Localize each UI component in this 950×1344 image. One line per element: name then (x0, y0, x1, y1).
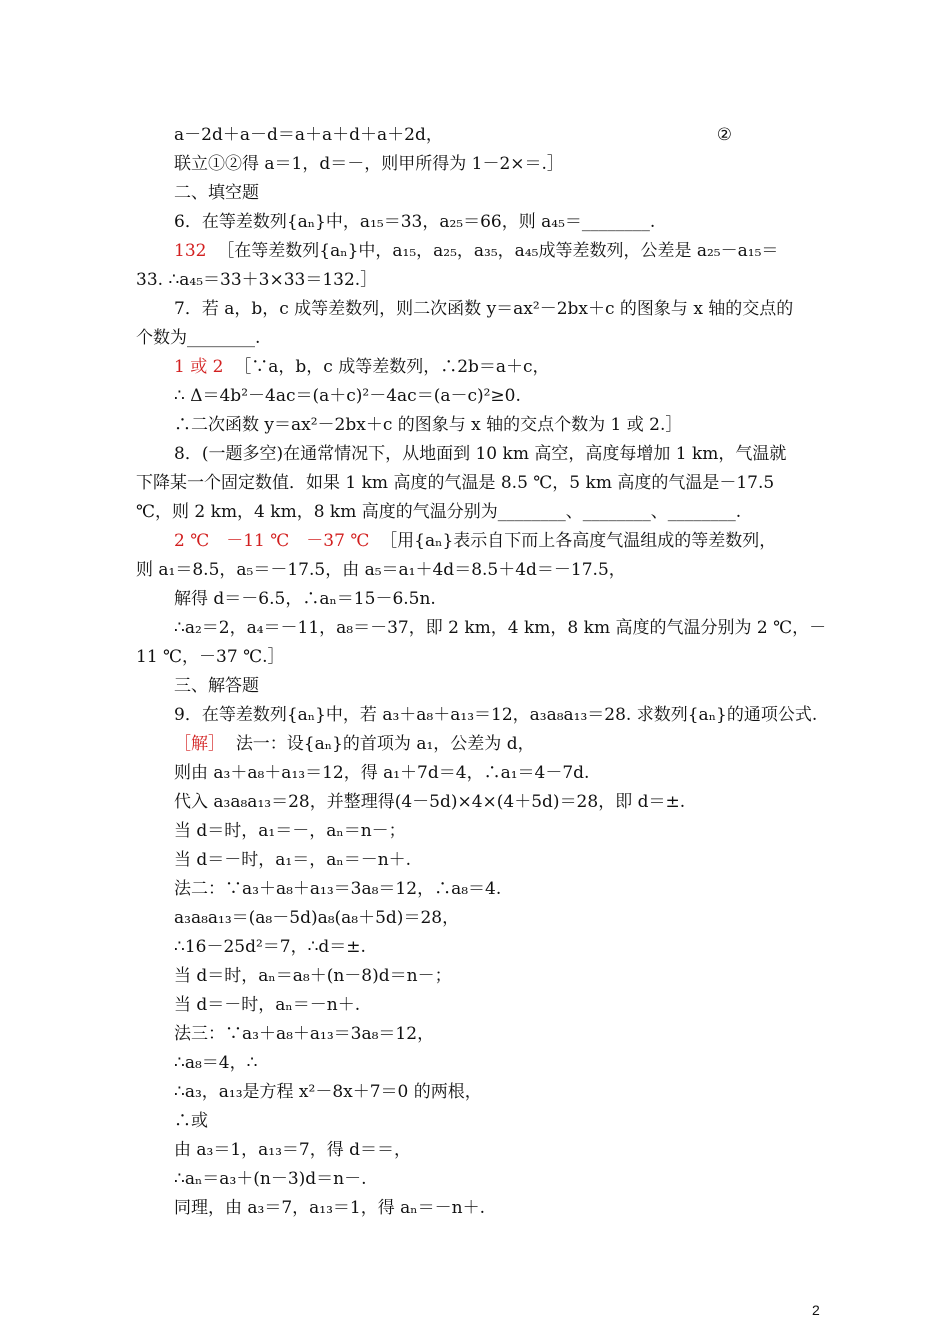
text-line: 个数为________. (136, 328, 261, 348)
text-line: ∴16－25d²＝7，∴d＝±. (174, 937, 366, 957)
text-line: 代入 a₃a₈a₁₃＝28，并整理得(4－5d)×4×(4＋5d)＝28，即 d＝±. (174, 792, 686, 812)
text-line: a₃a₈a₁₃＝(a₈－5d)a₈(a₈＋5d)＝28， (174, 908, 460, 928)
question-8: 8．(一题多空)在通常情况下，从地面到 10 km 高空，高度每增加 1 km，气温就 (174, 444, 787, 464)
text-line: 法二：∵a₃＋a₈＋a₁₃＝3a₈＝12，∴a₈＝4. (174, 879, 502, 899)
page-number: 2 (812, 1302, 820, 1318)
text-line: ∴a₈＝4，∴ (174, 1053, 258, 1073)
text-line: ∴a₂＝2，a₄＝－11，a₈＝－37，即 2 km，4 km，8 km 高度的气温分别为 2 ℃，－ (174, 618, 827, 638)
text-line: 则由 a₃＋a₈＋a₁₃＝12，得 a₁＋7d＝4，∴a₁＝4－7d. (174, 763, 590, 783)
text-line: 同理，由 a₃＝7，a₁₃＝1，得 aₙ＝－n＋. (174, 1198, 485, 1218)
text-line: 11 ℃，－37 ℃.］ (136, 647, 285, 667)
answer-value: 132 (174, 241, 207, 261)
text-line: 法三：∵a₃＋a₈＋a₁₃＝3a₈＝12， (174, 1024, 435, 1044)
text-line: 下降某一个固定数值．如果 1 km 高度的气温是 8.5 ℃，5 km 高度的气温是－17.5 (136, 473, 775, 493)
text-line: 当 d＝时，a₁＝－，aₙ＝n－； (174, 821, 406, 841)
section-heading: 二、填空题 (174, 183, 259, 203)
answer-line: 1 或 2 ［∵a，b，c 成等差数列，∴2b＝a＋c， (174, 357, 550, 377)
solution-line: ［解］ 法一：设{aₙ}的首项为 a₁，公差为 d， (174, 734, 535, 754)
text-line: 联立①②得 a＝1，d＝－，则甲所得为 1－2×＝.］ (174, 154, 564, 174)
text-line: ∴ Δ＝4b²－4ac＝(a＋c)²－4ac＝(a－c)²≥0. (174, 386, 521, 406)
answer-value: 2 ℃ －11 ℃ －37 ℃ (174, 531, 370, 551)
text-line: ∴或 (174, 1111, 208, 1131)
answer-value: 1 或 2 (174, 357, 224, 377)
answer-line: 132 ［在等差数列{aₙ}中，a₁₅，a₂₅，a₃₅，a₄₅成等差数列，公差是 a₂₅－a₁₅＝ (174, 241, 779, 261)
equation-number: ② (716, 125, 732, 145)
text-line: 当 d＝－时，a₁＝，aₙ＝－n＋. (174, 850, 412, 870)
text-line: ℃，则 2 km，4 km，8 km 高度的气温分别为________、________、________. (136, 502, 742, 522)
text-line: ∴a₃，a₁₃是方程 x²－8x＋7＝0 的两根， (174, 1082, 482, 1102)
text-line: 33. ∴a₄₅＝33＋3×33＝132.］ (136, 270, 378, 290)
text-line: a－2d＋a－d＝a＋a＋d＋a＋2d， ② (174, 125, 732, 145)
question-9: 9．在等差数列{aₙ}中，若 a₃＋a₈＋a₁₃＝12，a₃a₈a₁₃＝28. 求数列{aₙ}的通项公式. (174, 705, 818, 725)
text-line: 当 d＝－时，aₙ＝－n＋. (174, 995, 361, 1015)
section-heading: 三、解答题 (174, 676, 259, 696)
question-7: 7．若 a，b，c 成等差数列，则二次函数 y＝ax²－2bx＋c 的图象与 x 轴的交点的 (174, 299, 794, 319)
question-6: 6．在等差数列{aₙ}中，a₁₅＝33，a₂₅＝66，则 a₄₅＝________. (174, 212, 656, 232)
text-line: 当 d＝时，aₙ＝a₈＋(n－8)d＝n－； (174, 966, 452, 986)
answer-line: 2 ℃ －11 ℃ －37 ℃ ［用{aₙ}表示自下而上各高度气温组成的等差数列， (174, 531, 777, 551)
text-line: 由 a₃＝1，a₁₃＝7，得 d＝＝， (174, 1140, 412, 1160)
solution-label: ［解］ (174, 734, 225, 754)
text-line: ∴二次函数 y＝ax²－2bx＋c 的图象与 x 轴的交点个数为 1 或 2.］ (174, 415, 683, 435)
text-line: 解得 d＝－6.5，∴aₙ＝15－6.5n. (174, 589, 436, 609)
text-line: 则 a₁＝8.5，a₅＝－17.5，由 a₅＝a₁＋4d＝8.5＋4d＝－17.5， (136, 560, 626, 580)
text-line: ∴aₙ＝a₃＋(n－3)d＝n－. (174, 1169, 367, 1189)
